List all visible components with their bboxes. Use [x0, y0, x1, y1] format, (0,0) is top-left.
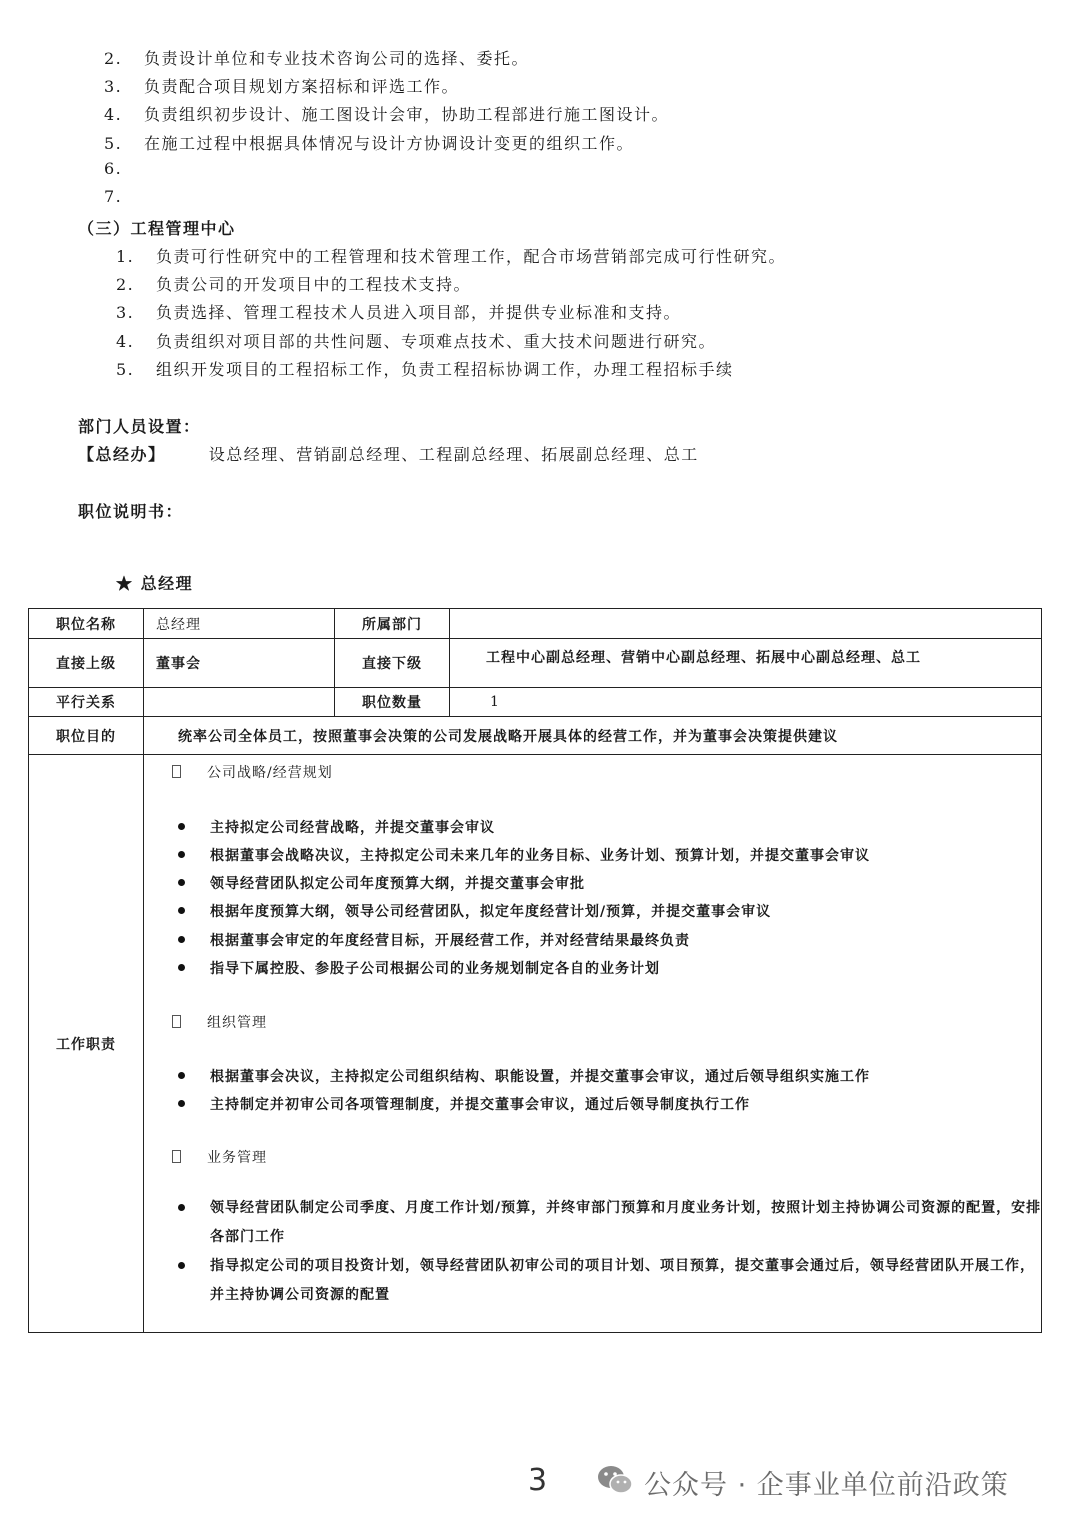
bullet-icon: [178, 1100, 185, 1107]
list-item: 2. 负责公司的开发项目中的工程技术支持。: [116, 275, 472, 294]
bullet-icon: [178, 936, 185, 943]
wechat-icon: [596, 1463, 634, 1497]
duty-item: 领导经营团队拟定公司年度预算大纲，并提交董事会审批: [178, 873, 585, 893]
duty-item: 指导下属控股、参股子公司根据公司的业务规划制定各自的业务计划: [178, 958, 660, 978]
list-item: 1. 负责可行性研究中的工程管理和技术管理工作，配合市场营销部完成可行性研究。: [116, 247, 787, 266]
bullet-icon: [178, 907, 185, 914]
duty-item: 根据年度预算大纲，领导公司经营团队，拟定年度经营计划/预算，并提交董事会审议: [178, 901, 771, 921]
bullet-icon: [178, 1072, 185, 1079]
duty-item: [178, 1259, 210, 1275]
list-item: 6.: [104, 159, 123, 178]
duty-section-title: 业务管理: [172, 1147, 267, 1167]
pos-name-label: 职位名称: [29, 609, 144, 639]
count-label: 职位数量: [335, 688, 450, 717]
office-label: 【总经办】: [78, 445, 166, 464]
duty-item: [178, 1201, 210, 1217]
job-description-table: [28, 608, 1042, 1333]
dept-label: 所属部门: [335, 609, 450, 639]
bullet-icon: [178, 851, 185, 858]
list-item: 4. 负责组织对项目部的共性问题、专项难点技术、重大技术问题进行研究。: [116, 332, 717, 351]
superior-label: 直接上级: [29, 639, 144, 688]
duty-section-title: 公司战略/经营规划: [172, 762, 333, 782]
duty-item-text: 指导拟定公司的项目投资计划，领导经营团队初审公司的项目计划、项目预算，提交董事会通过后，领导经营团队开展工作，并主持协调公司资源的配置: [210, 1258, 1035, 1303]
duty-item: 根据董事会决议，主持拟定公司组织结构、职能设置，并提交董事会审议，通过后领导组织实施工作: [178, 1066, 870, 1086]
list-item: 4. 负责组织初步设计、施工图设计会审，协助工程部进行施工图设计。: [104, 105, 670, 124]
office-text: 设总经理、营销副总经理、工程副总经理、拓展副总经理、总工: [208, 445, 699, 464]
bullet-icon: [178, 879, 185, 886]
subordinate-label: 直接下级: [335, 639, 450, 688]
account-watermark: 公众号 · 企事业单位前沿政策: [644, 1470, 1009, 1501]
bullet-icon: [178, 1204, 185, 1211]
office-row: [78, 442, 699, 465]
checkbox-icon: [172, 1015, 181, 1028]
bullet-icon: [178, 964, 185, 971]
duties-label: 工作职责: [29, 755, 144, 1333]
dept-value: [450, 609, 1042, 639]
duty-item: 主持制定并初审公司各项管理制度，并提交董事会审议，通过后领导制度执行工作: [178, 1094, 750, 1114]
purpose-value: 统率公司全体员工，按照董事会决策的公司发展战略开展具体的经营工作，并为董事会决策提供建议: [144, 717, 1042, 755]
parallel-label: 平行关系: [29, 688, 144, 717]
gm-heading: ★ 总经理: [116, 574, 194, 593]
purpose-label: 职位目的: [29, 717, 144, 755]
count-value: 1: [450, 688, 1042, 717]
duty-item: 根据董事会战略决议，主持拟定公司未来几年的业务目标、业务计划、预算计划，并提交董事会审议: [178, 845, 870, 865]
subordinate-value: 工程中心副总经理、营销中心副总经理、拓展中心副总经理、总工: [450, 639, 1042, 688]
parallel-value: [144, 688, 335, 717]
jd-heading: 职位说明书：: [78, 502, 184, 521]
checkbox-icon: [172, 765, 181, 778]
page-number: 3: [528, 1463, 548, 1498]
checkbox-icon: [172, 1150, 181, 1163]
list-item: 7.: [104, 187, 123, 206]
staffing-heading: 部门人员设置：: [78, 417, 201, 436]
pos-name-value: 总经理: [144, 609, 335, 639]
duty-item: 主持拟定公司经营战略，并提交董事会审议: [178, 817, 495, 837]
duty-item-text: 领导经营团队制定公司季度、月度工作计划/预算，并终审部门预算和月度业务计划，按照计划主持协调公司资源的配置，安排各部门工作: [210, 1200, 1042, 1245]
bullet-icon: [178, 1262, 185, 1269]
section-heading: （三）工程管理中心: [78, 219, 236, 238]
duty-item: 根据董事会审定的年度经营目标，开展经营工作，并对经营结果最终负责: [178, 930, 690, 950]
bullet-icon: [178, 823, 185, 830]
duty-section-title: 组织管理: [172, 1012, 267, 1032]
list-item: 2. 负责设计单位和专业技术咨询公司的选择、委托。: [104, 49, 530, 68]
superior-value: 董事会: [144, 639, 335, 688]
duties-cell: [144, 755, 1042, 1333]
list-item: 3. 负责选择、管理工程技术人员进入项目部，并提供专业标准和支持。: [116, 303, 682, 322]
list-item: 5. 组织开发项目的工程招标工作，负责工程招标协调工作，办理工程招标手续: [116, 360, 734, 379]
list-item: 5. 在施工过程中根据具体情况与设计方协调设计变更的组织工作。: [104, 134, 635, 153]
list-item: 3. 负责配合项目规划方案招标和评选工作。: [104, 77, 460, 96]
